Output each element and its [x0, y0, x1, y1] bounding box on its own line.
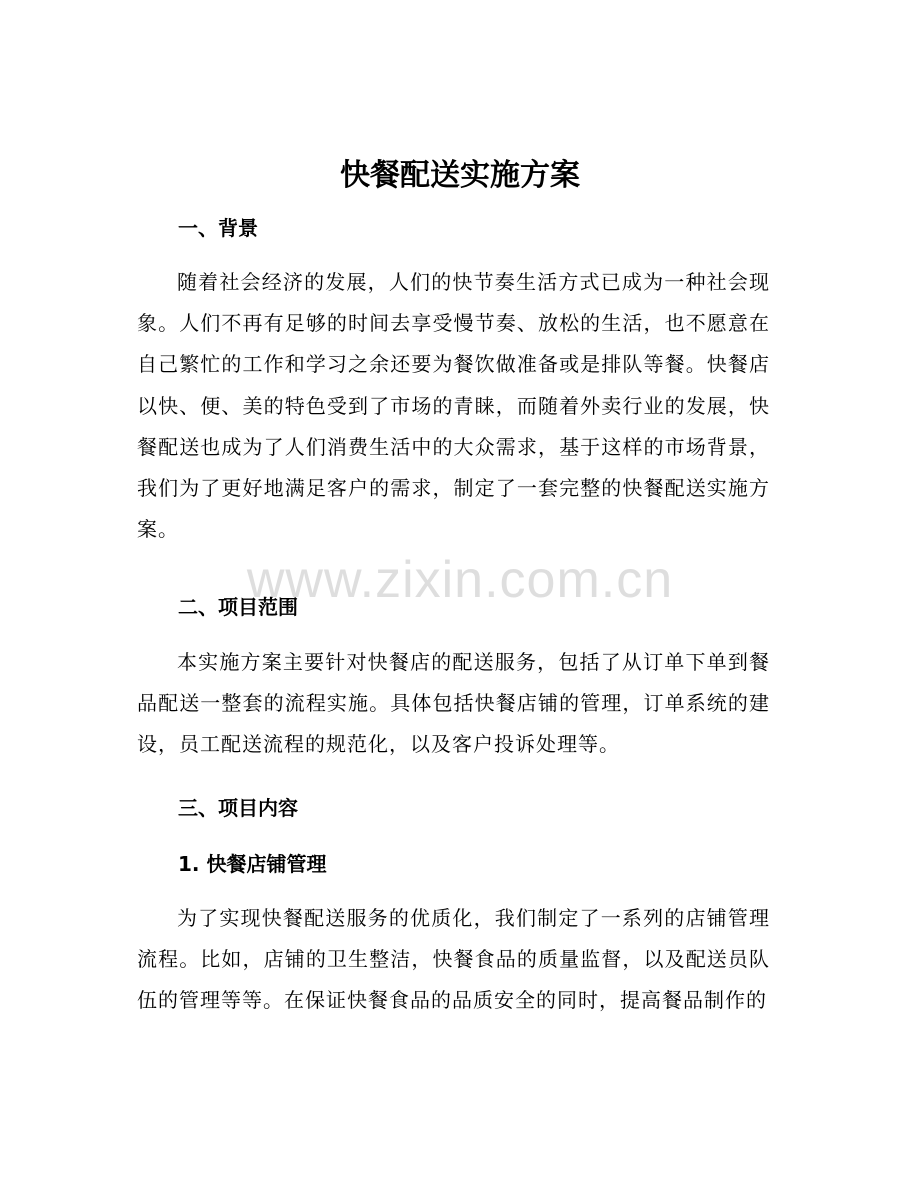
section-heading-scope: 二、项目范围	[178, 595, 298, 619]
paragraph-scope: 本实施方案主要针对快餐店的配送服务，包括了从订单下单到餐品配送一整套的流程实施。具体包括快餐店铺的管理，订单系统的建设，员工配送流程的规范化，以及客户投诉处理等。	[137, 650, 770, 757]
section-heading-content: 三、项目内容	[178, 796, 298, 820]
paragraph-store-management: 为了实现快餐配送服务的优质化，我们制定了一系列的店铺管理流程。比如，店铺的卫生整洁，快餐食品的质量监督，以及配送员队伍的管理等等。在保证快餐食品的品质安全的同时，提高餐品制作的	[137, 906, 770, 1013]
section-heading-background: 一、背景	[178, 216, 258, 240]
watermark: www.zixin.com.cn	[246, 551, 674, 609]
document-title: 快餐配送实施方案	[340, 158, 580, 193]
paragraph-background: 随着社会经济的发展，人们的快节奏生活方式已成为一种社会现象。人们不再有足够的时间去享受慢节奏、放松的生活，也不愿意在自己繁忙的工作和学习之余还要为餐饮做准备或是排队等餐。快餐店以快、便、美的特色受到了市场的青睐，而随着外卖行业的发展，快餐配送也成为了人们消费生活中的大众需求，基于这样的市场背景，我们为了更好地满足客户的需求，制定了一套完整的快餐配送实施方案。	[137, 270, 770, 542]
subsection-heading-store-management: 1. 快餐店铺管理	[178, 852, 327, 876]
